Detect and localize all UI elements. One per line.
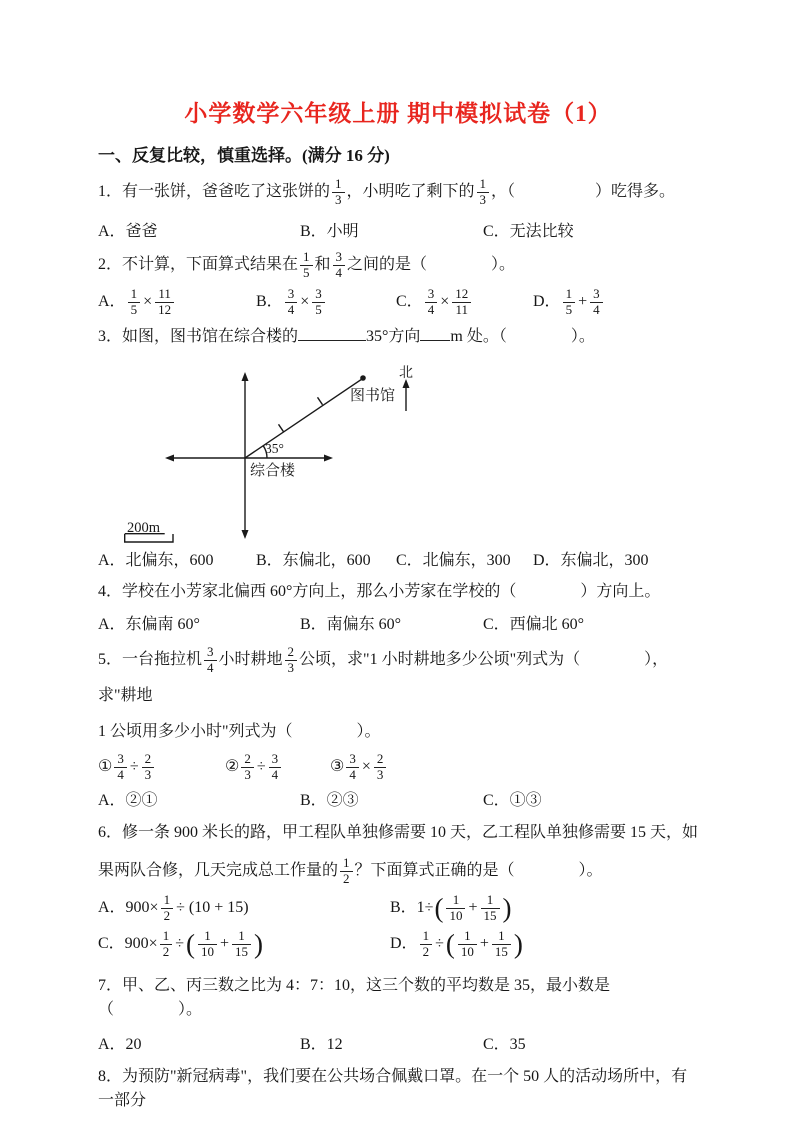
angle-label: 35° [265,441,284,456]
question-7-text: 7．甲、乙、丙三数之比为 4：7：10，这三个数的平均数是 35，最小数是（ ）。 [98,977,611,1018]
right-paren: ) [254,929,264,959]
fraction: $\frac{2}{3}$ [285,645,298,676]
option-d: D． $\frac{1}{2}$ ÷( $\frac{1}{10}$ + $\frac{1}{15}$ ) [390,927,523,959]
arrowhead-west [165,455,174,462]
question-5-text: 5．一台拖拉机 [98,651,203,668]
building-label: 综合楼 [250,463,296,479]
option-c: C．35 [483,1036,526,1053]
arrowhead-up [242,372,249,381]
fraction: $\frac{11}{12}$ [155,287,174,318]
question-1: 1．有一张饼，爸爸吃了这张饼的 $\frac{1}{3}$ ，小明吃了剩下的 $\frac{1}{3}$ ，（ ）吃得多。 [98,175,676,207]
left-paren: ( [445,929,455,959]
question-5: 5．一台拖拉机 $\frac{3}{4}$ 小时耕地 $\frac{2}{3}$ 公顷，求"1 小时耕地多少公顷"列式为（ ），求"耕地 1 公顷用多少小时"列式为（ ）。 [98,643,669,740]
question-7-options [98,1033,698,1057]
question-3-options [98,549,698,573]
option-b: B．小明 [300,223,359,240]
bearing-line [245,379,362,458]
option-c: C．①③ [483,792,542,809]
blank-direction [298,325,366,341]
option-c: C．西偏北 60° [483,616,585,633]
fraction: $\frac{1}{5}$ [300,250,313,281]
option-a: A．东偏南 60° [98,616,200,633]
option-a: A． $\frac{1}{5}$ × $\frac{11}{12}$ [98,287,256,318]
question-6-options-row-2 [98,926,698,962]
fraction: $\frac{3}{4}$ [285,287,298,318]
option-a: A．爸爸 [98,223,158,240]
expression-2: ② $\frac{2}{3}$ ÷ $\frac{3}{4}$ [225,752,330,783]
fraction: $\frac{1}{10}$ [198,929,217,960]
fraction: $\frac{1}{3}$ [332,177,345,208]
question-3-text: 3．如图，图书馆在综合楼的 [98,328,299,345]
fraction: $\frac{3}{4}$ [346,752,359,783]
north-label: 北 [399,366,413,381]
option-c: C．900× $\frac{1}{2}$ ÷( $\frac{1}{10}$ + $\frac{1}{15}$ ) [98,927,264,959]
fraction: $\frac{3}{4}$ [114,752,127,783]
fraction: $\frac{1}{15}$ [232,929,251,960]
blank-distance [420,325,450,341]
page-title: 小学数学六年级上册 期中模拟试卷（1） [184,101,612,126]
library-dot [360,375,366,381]
question-2-text: 2．不计算，下面算式结果在 [98,256,299,273]
right-paren: ) [502,893,512,923]
option-b: B．南偏东 60° [300,616,402,633]
fraction: $\frac{3}{4}$ [204,645,217,676]
fraction: $\frac{3}{4}$ [590,287,603,318]
fraction: $\frac{3}{4}$ [269,752,282,783]
option-a: A．②① [98,792,158,809]
fraction: $\frac{1}{15}$ [481,893,500,924]
segment-tick-2 [318,397,323,404]
question-3: 3．如图，图书馆在综合楼的 35°方向 m 处。（ ）。 [98,325,698,349]
left-paren: ( [434,893,444,923]
fraction: $\frac{3}{5}$ [312,287,325,318]
fraction: $\frac{1}{2}$ [420,929,433,960]
fraction: $\frac{1}{10}$ [446,893,465,924]
option-c: C．北偏东，300 [396,552,511,569]
question-4-text: 4．学校在小芳家北偏西 60°方向上，那么小芳家在学校的（ ）方向上。 [98,583,661,600]
fraction: $\frac{1}{10}$ [458,929,477,960]
fraction: $\frac{1}{15}$ [492,929,511,960]
question-4-options [98,613,698,637]
option-a: A．北偏东，600 [98,552,214,569]
option-a: A．20 [98,1036,142,1053]
question-8-text: 8．为预防"新冠病毒"，我们要在公共场合佩戴口罩。在一个 50 人的活动场所中，有一部分 [98,1068,688,1109]
right-paren: ) [513,929,523,959]
question-5-options [98,789,698,813]
option-b: B．东偏北，600 [256,552,371,569]
fraction: $\frac{1}{2}$ [161,893,174,924]
scale-label: 200m [127,520,161,536]
library-label: 图书馆 [350,388,396,404]
fraction: $\frac{1}{5}$ [563,287,576,318]
option-c: C．无法比较 [483,223,574,240]
fraction: $\frac{3}{4}$ [333,250,346,281]
option-d: D．东偏北，300 [533,552,649,569]
question-6-text: 6．修一条 900 米长的路，甲工程队单独修需要 10 天，乙工程队单独修需要 15 天，如果两队合修，几天完成总工作量的 [98,824,699,879]
question-2-options [98,285,698,319]
section-header: 一、反复比较，慎重选择。(满分 16 分) [98,146,390,165]
option-b: B．1÷( $\frac{1}{10}$ + $\frac{1}{15}$ ) [390,891,512,923]
fraction: $\frac{1}{5}$ [128,287,141,318]
fraction: $\frac{1}{2}$ [340,856,353,887]
arrowhead-down [242,530,249,539]
fraction: $\frac{2}{3}$ [241,752,254,783]
left-paren: ( [185,929,195,959]
fraction: $\frac{2}{3}$ [374,752,387,783]
question-1-text: 1．有一张饼，爸爸吃了这张饼的 [98,183,331,200]
option-b: B．②③ [300,792,359,809]
option-b: B．12 [300,1036,343,1053]
option-c: C． $\frac{3}{4}$ × $\frac{12}{11}$ [396,287,533,318]
question-6-options-row-1 [98,890,698,926]
fraction: $\frac{12}{11}$ [452,287,471,318]
option-d: D． $\frac{1}{5}$ + $\frac{3}{4}$ [533,287,605,318]
question-1-options [98,220,698,244]
fraction: $\frac{1}{3}$ [477,177,490,208]
expression-3: ③ $\frac{3}{4}$ × $\frac{2}{3}$ [330,752,388,783]
question-8 [98,1065,698,1113]
arrowhead-east [324,455,333,462]
fraction: $\frac{3}{4}$ [425,287,438,318]
segment-tick-1 [279,424,284,431]
question-7 [98,974,698,1022]
question-4 [98,580,698,604]
question-6: 6．修一条 900 米长的路，甲工程队单独修需要 10 天，乙工程队单独修需要 15 天，如果两队合修，几天完成总工作量的 $\frac{1}{2}$ ？下面算式正确的是（ ）。 [98,824,699,886]
expression-1: ① $\frac{3}{4}$ ÷ $\frac{2}{3}$ [98,752,225,783]
fraction: $\frac{2}{3}$ [142,752,155,783]
fraction: $\frac{1}{2}$ [160,929,173,960]
option-a: A．900× $\frac{1}{2}$ ÷ (10 + 15) [98,891,249,923]
option-b: B． $\frac{3}{4}$ × $\frac{3}{5}$ [256,287,396,318]
bearing-diagram [98,357,428,547]
question-2: 2．不计算，下面算式结果在 $\frac{1}{5}$ 和 $\frac{3}{4}$ 之间的是（ ）。 [98,248,516,280]
question-5-expressions [98,750,698,784]
